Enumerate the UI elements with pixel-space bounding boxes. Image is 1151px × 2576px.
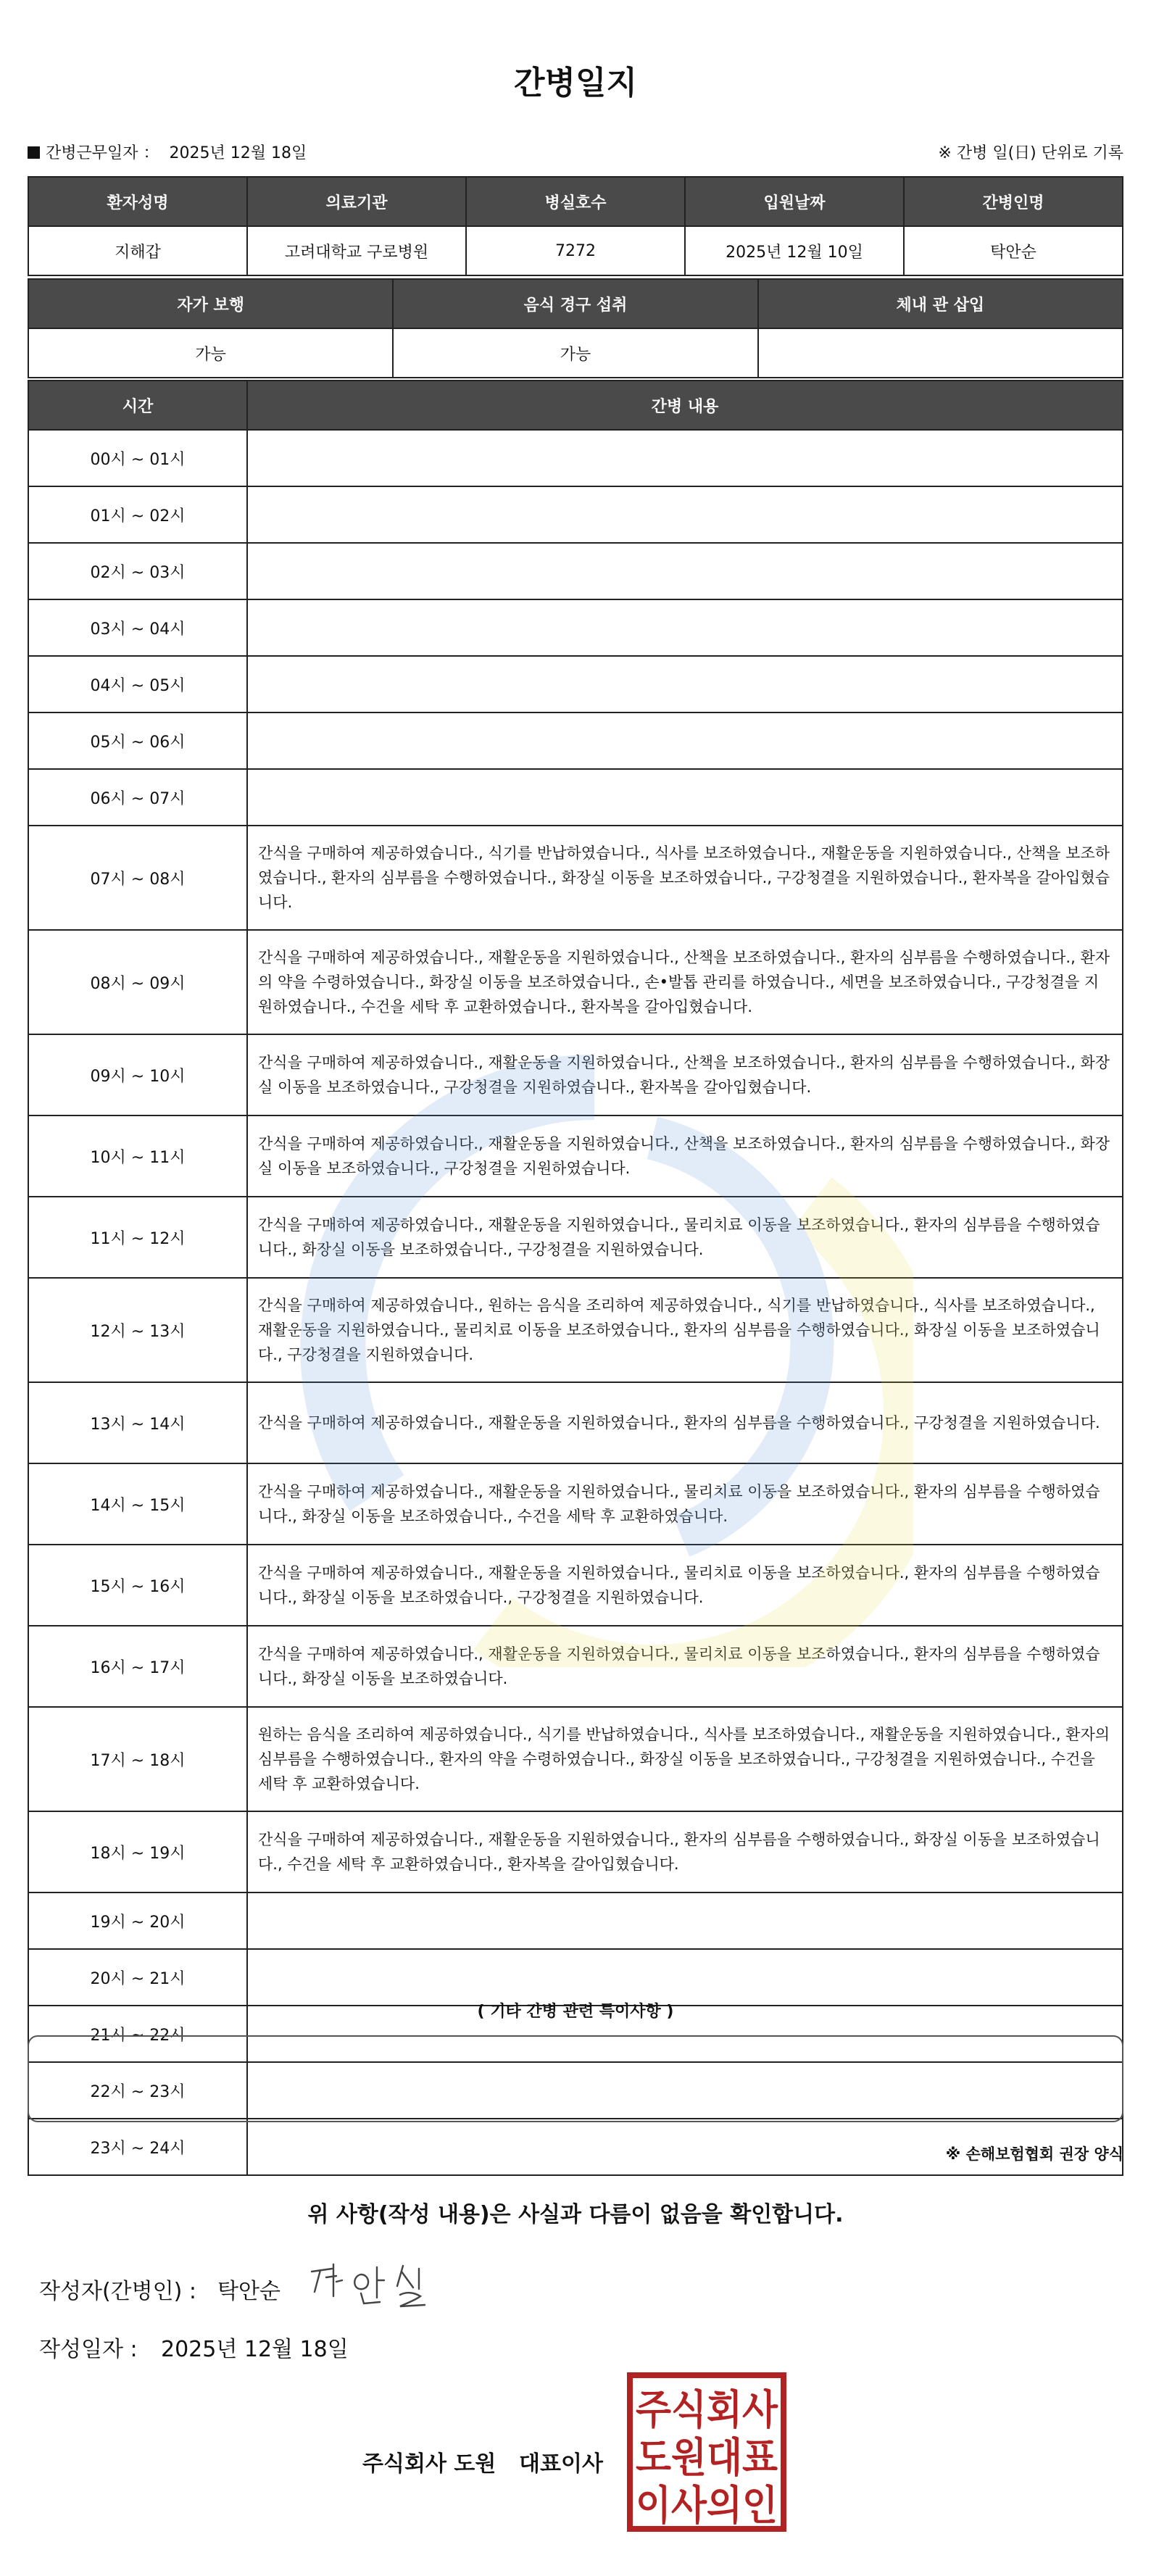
care-content-cell: 간식을 구매하여 제공하였습니다., 재활운동을 지원하였습니다., 산책을 보조하였습니다., 환자의 심부름을 수행하였습니다., 환자의 약을 수령하였습니다., 화장실 이동을 보조하였습니다., 손•발톱 관리를 하였습니다., 세면을 보조하였습니다., 구강청결을 지원하였습니다., 수건을 세탁 후 교환하였습니다., 환자복을 갈아입혔습니다. <box>247 930 1123 1034</box>
time-slot: 09시 ~ 10시 <box>28 1034 247 1115</box>
time-slot: 18시 ~ 19시 <box>28 1811 247 1892</box>
table-row <box>28 430 1123 486</box>
hospital-name: 고려대학교 구로병원 <box>247 226 466 275</box>
table-row <box>28 1034 1123 1115</box>
confirmation-statement: 위 사항(작성 내용)은 사실과 다름이 없음을 확인합니다. <box>307 2202 844 2227</box>
ability-table <box>28 278 1123 378</box>
seal-line-3: 이사의인 <box>636 2482 778 2530</box>
time-slot: 07시 ~ 08시 <box>28 826 247 930</box>
care-content-cell <box>247 1892 1123 1949</box>
handwritten-signature <box>304 2256 449 2314</box>
association-form-note: ※ 손해보험협회 권장 양식 <box>945 2145 1123 2163</box>
work-date-value: 2025년 12월 18일 <box>169 144 307 162</box>
care-content-cell <box>247 430 1123 486</box>
table-row <box>28 656 1123 712</box>
table-row <box>28 543 1123 599</box>
patient-name: 지해갑 <box>28 226 247 275</box>
table-row <box>28 826 1123 930</box>
table-row <box>28 930 1123 1034</box>
table-row <box>28 1626 1123 1707</box>
time-slot: 22시 ~ 23시 <box>28 2062 247 2119</box>
care-content-cell <box>247 656 1123 712</box>
care-content-cell: 간식을 구매하여 제공하였습니다., 식기를 반납하였습니다., 식사를 보조하였습니다., 재활운동을 지원하였습니다., 산책을 보조하였습니다., 환자의 심부름을 수행하였습니다., 화장실 이동을 보조하였습니다., 구강청결을 지원하였습니다., 환자복을 갈아입혔습니다. <box>247 826 1123 930</box>
table-row <box>28 486 1123 543</box>
time-slot: 17시 ~ 18시 <box>28 1707 247 1811</box>
time-slot: 23시 ~ 24시 <box>28 2119 247 2175</box>
table-header-row <box>28 279 1123 328</box>
special-notes-box <box>28 2035 1123 2122</box>
self-walking-value: 가능 <box>28 328 393 378</box>
written-date-label: 작성일자 : <box>39 2337 138 2362</box>
care-content-cell: 간식을 구매하여 제공하였습니다., 재활운동을 지원하였습니다., 물리치료 이동을 보조하였습니다., 환자의 심부름을 수행하였습니다., 화장실 이동을 보조하였습니다., 수건을 세탁 후 교환하였습니다. <box>247 1463 1123 1545</box>
company-seal-stamp <box>626 2372 787 2533</box>
table-row <box>28 1545 1123 1626</box>
table-row <box>28 1707 1123 1811</box>
care-content-cell: 간식을 구매하여 제공하였습니다., 재활운동을 지원하였습니다., 물리치료 이동을 보조하였습니다., 환자의 심부름을 수행하였습니다., 화장실 이동을 보조하였습니다., 구강청결을 지원하였습니다. <box>247 1545 1123 1626</box>
room-number: 7272 <box>466 226 685 275</box>
table-row <box>28 1382 1123 1463</box>
header-time: 시간 <box>28 381 247 430</box>
table-row <box>28 1463 1123 1545</box>
table-header-row <box>28 177 1123 226</box>
time-slot: 20시 ~ 21시 <box>28 1949 247 2006</box>
table-row <box>28 1949 1123 2006</box>
time-slot: 10시 ~ 11시 <box>28 1115 247 1197</box>
header-tube-insertion: 체내 관 삽입 <box>758 279 1123 328</box>
table-row <box>28 226 1123 275</box>
special-notes-label: ( 기타 간병 관련 특이사항 ) <box>477 2003 674 2021</box>
table-row <box>28 1811 1123 1892</box>
care-content-cell: 간식을 구매하여 제공하였습니다., 재활운동을 지원하였습니다., 물리치료 이동을 보조하였습니다., 환자의 심부름을 수행하였습니다., 화장실 이동을 보조하였습니다., 구강청결을 지원하였습니다. <box>247 1197 1123 1278</box>
care-content-cell <box>247 769 1123 826</box>
care-log-body <box>28 430 1123 2175</box>
table-row <box>28 712 1123 769</box>
time-slot: 02시 ~ 03시 <box>28 543 247 599</box>
header-patient-name: 환자성명 <box>28 177 247 226</box>
header-room-number: 병실호수 <box>466 177 685 226</box>
patient-info-table <box>28 176 1123 276</box>
care-content-cell: 간식을 구매하여 제공하였습니다., 재활운동을 지원하였습니다., 물리치료 이동을 보조하였습니다., 환자의 심부름을 수행하였습니다., 화장실 이동을 보조하였습니다. <box>247 1626 1123 1707</box>
company-name: 주식회사 도원 <box>362 2451 496 2477</box>
care-content-cell: 간식을 구매하여 제공하였습니다., 재활운동을 지원하였습니다., 환자의 심부름을 수행하였습니다., 화장실 이동을 보조하였습니다., 수건을 세탁 후 교환하였습니다., 환자복을 갈아입혔습니다. <box>247 1811 1123 1892</box>
table-row <box>28 599 1123 656</box>
seal-line-2: 도원대표 <box>636 2435 778 2482</box>
care-content-cell: 간식을 구매하여 제공하였습니다., 원하는 음식을 조리하여 제공하였습니다., 식기를 반납하였습니다., 식사를 보조하였습니다., 재활운동을 지원하였습니다., 물리치료 이동을 보조하였습니다., 환자의 심부름을 수행하였습니다., 화장실 이동을 보조하였습니다., 구강청결을 지원하였습니다. <box>247 1278 1123 1382</box>
caregiver-name: 탁안순 <box>904 226 1123 275</box>
written-date-value: 2025년 12월 18일 <box>161 2337 349 2362</box>
seal-line-1: 주식회사 <box>636 2387 778 2434</box>
time-slot: 15시 ~ 16시 <box>28 1545 247 1626</box>
table-row <box>28 1197 1123 1278</box>
work-date-label: 간병근무일자 ： <box>46 144 159 162</box>
care-content-cell: 원하는 음식을 조리하여 제공하였습니다., 식기를 반납하였습니다., 식사를 보조하였습니다., 재활운동을 지원하였습니다., 환자의 심부름을 수행하였습니다., 환자의 약을 수령하였습니다., 화장실 이동을 보조하였습니다., 구강청결을 지원하였습니다., 수건을 세탁 후 교환하였습니다. <box>247 1707 1123 1811</box>
time-slot: 00시 ~ 01시 <box>28 430 247 486</box>
author-label: 작성자(간병인) : <box>39 2279 196 2304</box>
table-header-row <box>28 381 1123 430</box>
time-slot: 05시 ~ 06시 <box>28 712 247 769</box>
author-name: 탁안순 <box>217 2279 281 2304</box>
care-content-cell <box>247 1949 1123 2006</box>
header-oral-intake: 음식 경구 섭취 <box>393 279 757 328</box>
table-row <box>28 1115 1123 1197</box>
header-care-content: 간병 내용 <box>247 381 1123 430</box>
time-slot: 04시 ~ 05시 <box>28 656 247 712</box>
header-admission-date: 입원날짜 <box>685 177 904 226</box>
care-content-cell <box>247 599 1123 656</box>
care-log-table <box>28 380 1123 2176</box>
time-slot: 13시 ~ 14시 <box>28 1382 247 1463</box>
time-slot: 21시 ~ 22시 <box>28 2006 247 2062</box>
time-slot: 11시 ~ 12시 <box>28 1197 247 1278</box>
tube-insertion-value <box>758 328 1123 378</box>
care-content-cell <box>247 712 1123 769</box>
page-title: 간병일지 <box>513 65 637 101</box>
care-content-cell <box>247 543 1123 599</box>
ceo-title: 대표이사 <box>519 2451 603 2477</box>
time-slot: 06시 ~ 07시 <box>28 769 247 826</box>
square-bullet-icon <box>28 146 40 159</box>
table-row <box>28 769 1123 826</box>
admission-date: 2025년 12월 10일 <box>685 226 904 275</box>
time-slot: 16시 ~ 17시 <box>28 1626 247 1707</box>
time-slot: 19시 ~ 20시 <box>28 1892 247 1949</box>
time-slot: 14시 ~ 15시 <box>28 1463 247 1545</box>
daily-record-note: ※ 간병 일(日) 단위로 기록 <box>938 144 1123 162</box>
oral-intake-value: 가능 <box>393 328 757 378</box>
table-row <box>28 1892 1123 1949</box>
time-slot: 12시 ~ 13시 <box>28 1278 247 1382</box>
header-caregiver-name: 간병인명 <box>904 177 1123 226</box>
time-slot: 08시 ~ 09시 <box>28 930 247 1034</box>
table-row <box>28 1278 1123 1382</box>
table-row <box>28 328 1123 378</box>
care-content-cell: 간식을 구매하여 제공하였습니다., 재활운동을 지원하였습니다., 환자의 심부름을 수행하였습니다., 구강청결을 지원하였습니다. <box>247 1382 1123 1463</box>
time-slot: 03시 ~ 04시 <box>28 599 247 656</box>
care-content-cell <box>247 486 1123 543</box>
care-content-cell: 간식을 구매하여 제공하였습니다., 재활운동을 지원하였습니다., 산책을 보조하였습니다., 환자의 심부름을 수행하였습니다., 화장실 이동을 보조하였습니다., 구강청결을 지원하였습니다. <box>247 1115 1123 1197</box>
header-self-walking: 자가 보행 <box>28 279 393 328</box>
header-hospital: 의료기관 <box>247 177 466 226</box>
time-slot: 01시 ~ 02시 <box>28 486 247 543</box>
work-date-row <box>28 141 307 163</box>
care-content-cell: 간식을 구매하여 제공하였습니다., 재활운동을 지원하였습니다., 산책을 보조하였습니다., 환자의 심부름을 수행하였습니다., 화장실 이동을 보조하였습니다., 구강청결을 지원하였습니다., 환자복을 갈아입혔습니다. <box>247 1034 1123 1115</box>
